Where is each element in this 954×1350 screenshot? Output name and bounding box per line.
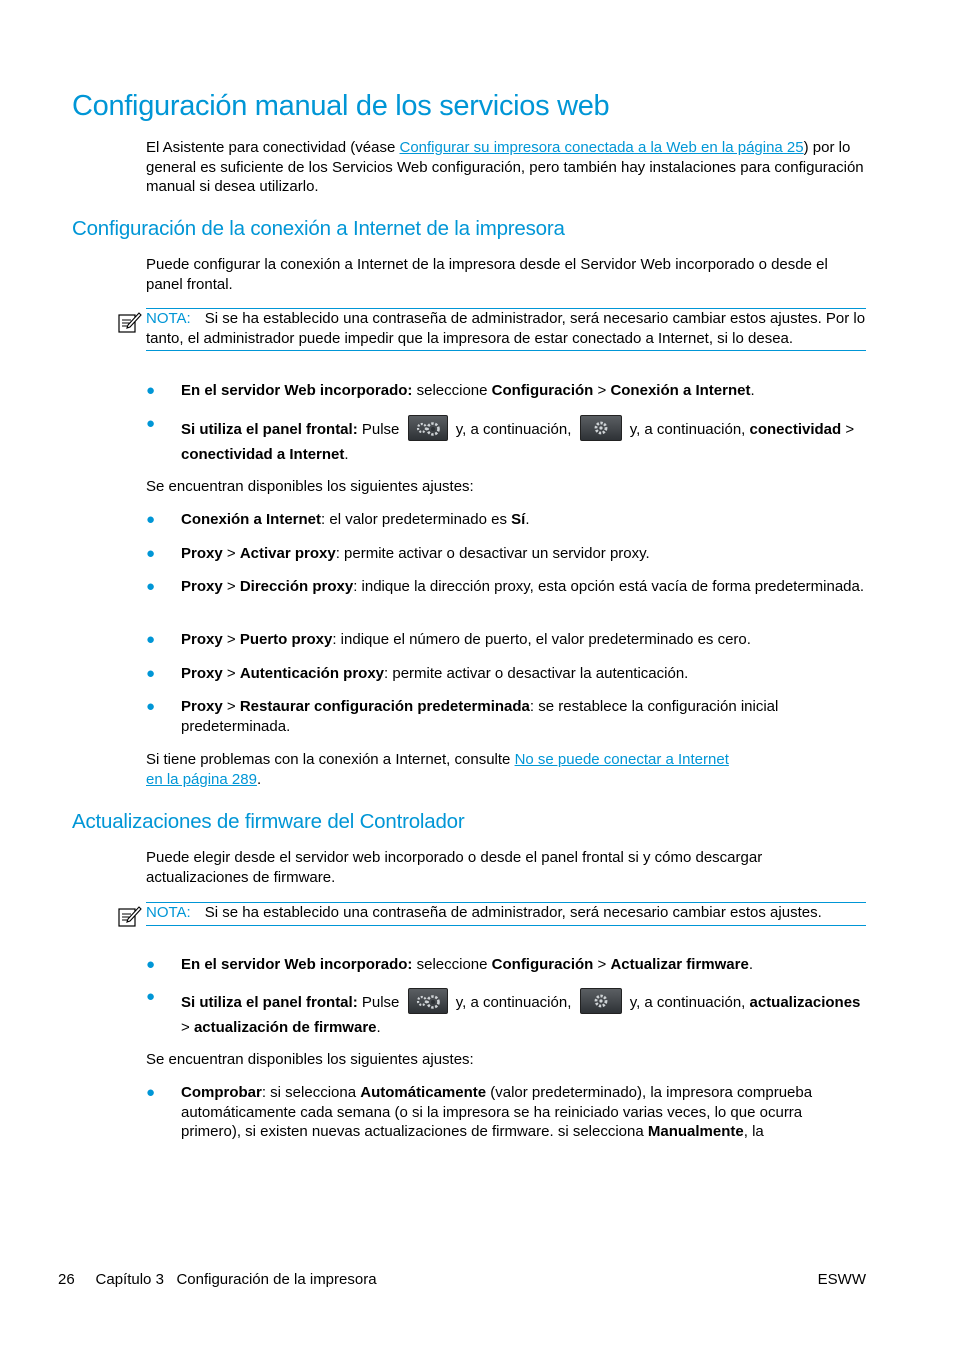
setting-name: Proxy xyxy=(181,665,223,682)
setting-name: Activar proxy xyxy=(239,545,336,562)
menu-separator: > xyxy=(222,698,240,715)
setting-desc: : si selecciona xyxy=(261,1084,361,1101)
setting-value: Manualmente xyxy=(647,1123,744,1140)
menu-separator: > xyxy=(841,420,855,438)
list-item xyxy=(146,664,866,684)
setting-name: Proxy xyxy=(181,545,223,562)
bullet-icon: ● xyxy=(146,545,156,562)
step-lead: En el servidor Web incorporado: xyxy=(181,382,413,399)
setting-value: Sí xyxy=(511,511,526,528)
setting-name: Proxy xyxy=(181,631,223,648)
step-text: y, a continuación, xyxy=(625,420,750,438)
setting-name: Restaurar configuración predeterminada xyxy=(239,698,530,715)
note-pencil-icon xyxy=(118,905,142,927)
note-box-2 xyxy=(146,902,866,926)
bullet-icon: ● xyxy=(146,415,156,432)
step-text: seleccione xyxy=(412,956,492,973)
step-text: Pulse xyxy=(357,993,404,1011)
gear-icon xyxy=(580,415,622,441)
setting-desc: , la xyxy=(743,1123,764,1140)
setting-name: Comprobar xyxy=(181,1084,262,1101)
setting-desc: : el valor predeterminado es xyxy=(321,511,512,528)
trouble-end: . xyxy=(256,770,262,788)
bullet-icon: ● xyxy=(146,631,156,648)
menu-path-item: conectividad xyxy=(749,420,842,438)
chapter-label: Capítulo 3 xyxy=(95,1271,164,1288)
trouble-link[interactable]: No se puede conectar a Internet xyxy=(514,751,729,768)
list-item xyxy=(146,1083,866,1142)
page-number: 26 xyxy=(58,1271,75,1288)
bullet-icon: ● xyxy=(146,578,156,595)
footer-left xyxy=(58,1271,377,1288)
chapter-title: Configuración de la impresora xyxy=(176,1271,377,1288)
gears-icon xyxy=(408,415,448,441)
setting-name: Puerto proxy xyxy=(239,631,333,648)
gears-icon xyxy=(408,988,448,1014)
menu-separator: > xyxy=(222,665,240,682)
available-settings-text: Se encuentran disponibles los siguientes ajustes: xyxy=(146,478,474,495)
step-text: y, a continuación, xyxy=(451,993,576,1011)
menu-path-item: conectividad a Internet xyxy=(181,446,345,463)
list-item xyxy=(146,955,866,975)
bullet-icon: ● xyxy=(146,1084,156,1101)
note-pencil-icon xyxy=(118,311,142,333)
menu-path-item: actualizaciones xyxy=(749,993,861,1011)
setting-value: Automáticamente xyxy=(360,1084,487,1101)
trouble-text: Si tiene problemas con la conexión a Internet, consulte xyxy=(146,751,515,768)
trouble-paragraph xyxy=(146,750,866,789)
menu-separator: > xyxy=(222,631,240,648)
list-item xyxy=(146,417,866,467)
menu-path-item: Actualizar firmware xyxy=(610,956,749,973)
section1-heading: Configuración de la conexión a Internet de la impresora xyxy=(72,217,565,240)
list-item xyxy=(146,381,866,401)
menu-separator: > xyxy=(222,578,240,595)
setting-name: Proxy xyxy=(181,698,223,715)
step-lead: Si utiliza el panel frontal: xyxy=(181,420,358,438)
list-item xyxy=(146,510,866,530)
menu-path-item: Conexión a Internet xyxy=(610,382,751,399)
setting-desc: : indique el número de puerto, el valor predeterminado es cero. xyxy=(332,631,751,648)
note-text: Si se ha establecido una contraseña de administrador, será necesario cambiar estos ajustes. xyxy=(204,904,822,921)
available-settings-text-2: Se encuentran disponibles los siguientes ajustes: xyxy=(146,1051,474,1068)
setting-name: Dirección proxy xyxy=(239,578,354,595)
step-end: . xyxy=(344,446,349,463)
note-label: NOTA: xyxy=(146,904,191,921)
setting-name: Proxy xyxy=(181,578,223,595)
menu-path-item: actualización de firmware xyxy=(193,1019,377,1036)
step-text: seleccione xyxy=(412,382,492,399)
step-end: . xyxy=(750,382,755,399)
setting-desc: (valor predeterminado), la impresora comprueba automáticamente cada semana (o si la impresora se ha reiniciado varias veces, lo que ocurra primero), si existen nuevas actualizaciones de firmware. si selecciona xyxy=(181,1084,813,1140)
page-title: Configuración manual de los servicios web xyxy=(72,90,610,122)
menu-separator: > xyxy=(181,1019,194,1036)
step-text: y, a continuación, xyxy=(451,420,576,438)
section1-paragraph: Puede configurar la conexión a Internet de la impresora desde el Servidor Web incorporado o desde el panel frontal. xyxy=(146,256,828,293)
list-item xyxy=(146,697,866,736)
bullet-icon: ● xyxy=(146,382,156,399)
step-lead: Si utiliza el panel frontal: xyxy=(181,993,358,1011)
bullet-icon: ● xyxy=(146,698,156,715)
step-text: y, a continuación, xyxy=(625,993,750,1011)
intro-link[interactable]: Configurar su impresora conectada a la Web en la página 25 xyxy=(399,139,804,156)
intro-text-before: El Asistente para conectividad (véase xyxy=(146,139,400,156)
gear-icon xyxy=(580,988,622,1014)
menu-path-item: Configuración xyxy=(491,382,594,399)
note-box-1 xyxy=(146,308,866,351)
intro-text-after: ) por lo general es suficiente de los Servicios Web configuración, pero también hay instalaciones para configuración manual si desea utilizarlo. xyxy=(146,139,864,195)
list-item xyxy=(146,544,866,564)
bullet-icon: ● xyxy=(146,988,156,1005)
trouble-link-page[interactable]: en la página 289 xyxy=(146,770,257,788)
list-item xyxy=(146,630,866,650)
setting-name: Conexión a Internet xyxy=(181,511,322,528)
setting-end: . xyxy=(525,511,530,528)
bullet-icon: ● xyxy=(146,511,156,528)
setting-desc: : permite activar o desactivar la autenticación. xyxy=(384,665,689,682)
section2-heading: Actualizaciones de firmware del Controlador xyxy=(72,810,465,833)
footer-right: ESWW xyxy=(817,1271,866,1288)
note-text: Si se ha establecido una contraseña de administrador, será necesario cambiar estos ajustes. Por lo tanto, el administrador puede impedir que la impresora de estar conectado a Internet, si lo desea. xyxy=(146,310,866,347)
step-text: Pulse xyxy=(357,420,404,438)
intro-paragraph xyxy=(146,138,866,197)
menu-separator: > xyxy=(222,545,240,562)
menu-path-item: Configuración xyxy=(491,956,594,973)
menu-separator: > xyxy=(593,382,611,399)
setting-desc: : permite activar o desactivar un servidor proxy. xyxy=(335,545,650,562)
list-item xyxy=(146,577,866,597)
setting-desc: : indique la dirección proxy, esta opción está vacía de forma predeterminada. xyxy=(353,578,865,595)
section2-paragraph: Puede elegir desde el servidor web incorporado o desde el panel frontal si y cómo descargar actualizaciones de firmware. xyxy=(146,849,763,886)
list-item xyxy=(146,990,866,1040)
step-lead: En el servidor Web incorporado: xyxy=(181,956,413,973)
setting-desc: : se restablece la configuración inicial predeterminada. xyxy=(181,698,779,735)
setting-name: Autenticación proxy xyxy=(239,665,385,682)
bullet-icon: ● xyxy=(146,665,156,682)
menu-separator: > xyxy=(593,956,611,973)
bullet-icon: ● xyxy=(146,956,156,973)
note-label: NOTA: xyxy=(146,310,191,327)
step-end: . xyxy=(748,956,753,973)
step-end: . xyxy=(376,1019,381,1036)
